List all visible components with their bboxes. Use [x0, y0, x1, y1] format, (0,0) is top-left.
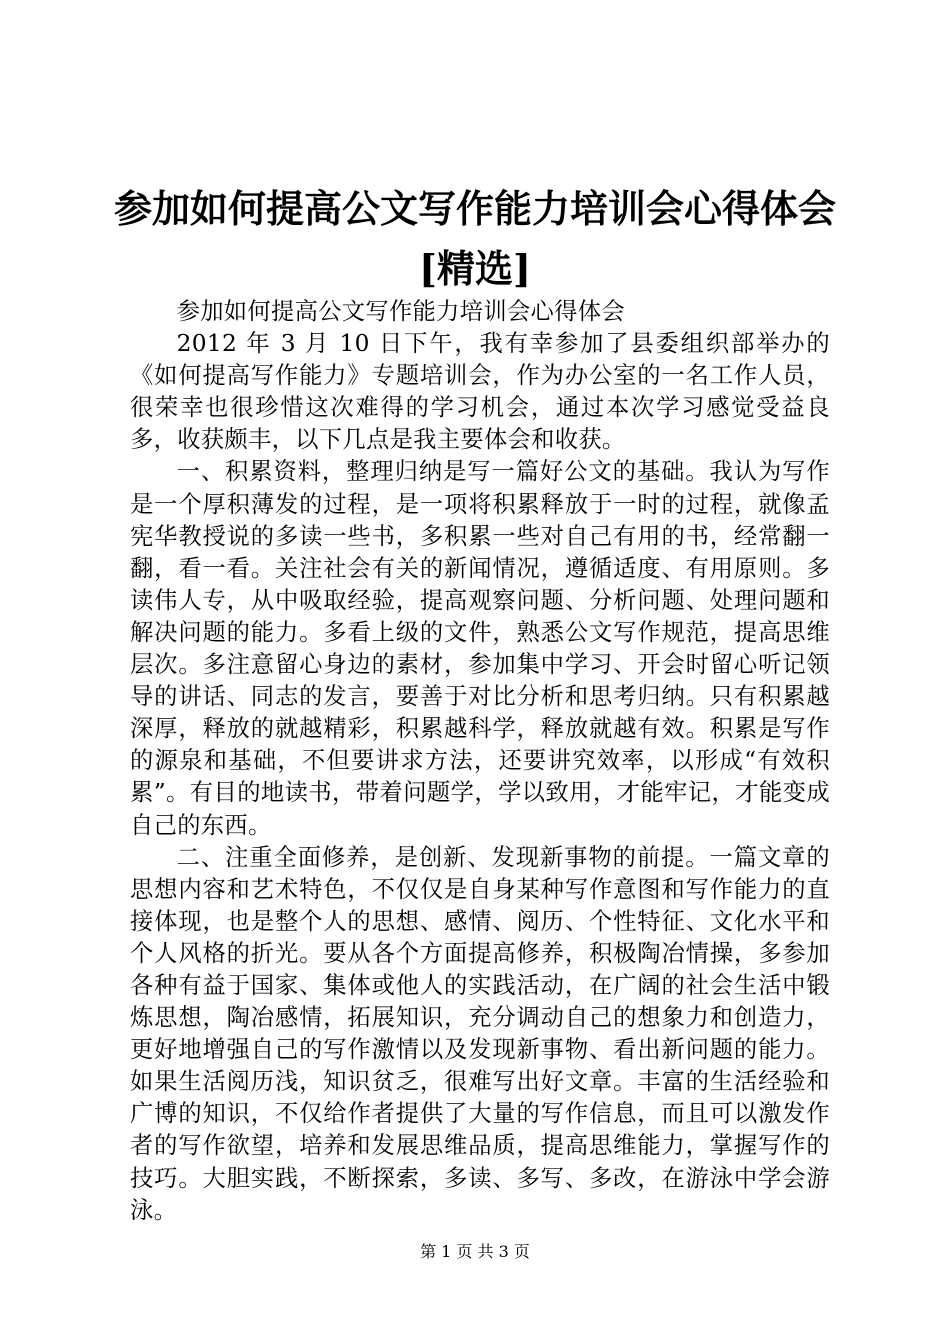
document-title-suffix: [精选]: [419, 246, 531, 291]
page-number-footer: 第 1 页 共 3 页: [420, 1242, 530, 1261]
paragraph-point-one: 一、积累资料，整理归纳是写一篇好公文的基础。我认为写作是一个厚积薄发的过程，是一项将积累释放于一时的过程，就像孟宪华教授说的多读一些书，多积累一些对自己有用的书，经常翻一翻，看一看。关注社会有关的新闻情况，遵循适度、有用原则。多读伟人专，从中吸取经验，提高观察问题、分析问题、处理问题和解决问题的能力。多看上级的文件，熟悉公文写作规范，提高思维层次。多注意留心身边的素材，参加集中学习、开会时留心听记领导的讲话、同志的发言，要善于对比分析和思考归纳。只有积累越深厚，释放的就越精彩，积累越科学，释放就越有效。积累是写作的源泉和基础，不但要讲求方法，还要讲究效率，以形成“有效积累”。有目的地读书，带着问题学，学以致用，才能牢记，才能变成自己的东西。: [130, 458, 830, 839]
paragraph-point-two: 二、注重全面修养，是创新、发现新事物的前提。一篇文章的思想内容和艺术特色，不仅仅是自身某种写作意图和写作能力的直接体现，也是整个人的思想、感情、阅历、个性特征、文化水平和个人风格的折光。要从各个方面提高修养，积极陶冶情操，多参加各种有益于国家、集体或他人的实践活动，在广阔的社会生活中锻炼思想，陶冶感情，拓展知识，充分调动自己的想象力和创造力，更好地增强自己的写作激情以及发现新事物、看出新问题的能力。如果生活阅历浅，知识贫乏，很难写出好文章。丰富的生活经验和广博的知识，不仅给作者提供了大量的写作信息，而且可以激发作者的写作欲望，培养和发展思维品质，提高思维能力，掌握写作的技巧。大胆实践，不断探索，多读、多写、多改，在游泳中学会游泳。: [130, 843, 830, 1224]
document-title: 参加如何提高公文写作能力培训会心得体会: [113, 186, 836, 231]
paragraph-intro: 2012 年 3 月 10 日下午，我有幸参加了县委组织部举办的《如何提高写作能力》专题培训会，作为办公室的一名工作人员，很荣幸也很珍惜这次难得的学习机会，通过本次学习感觉受益良多，收获颇丰，以下几点是我主要体会和收获。: [130, 330, 830, 454]
paragraph-subtitle: 参加如何提高公文写作能力培训会心得体会: [176, 298, 625, 325]
document-body: [130, 296, 830, 1227]
